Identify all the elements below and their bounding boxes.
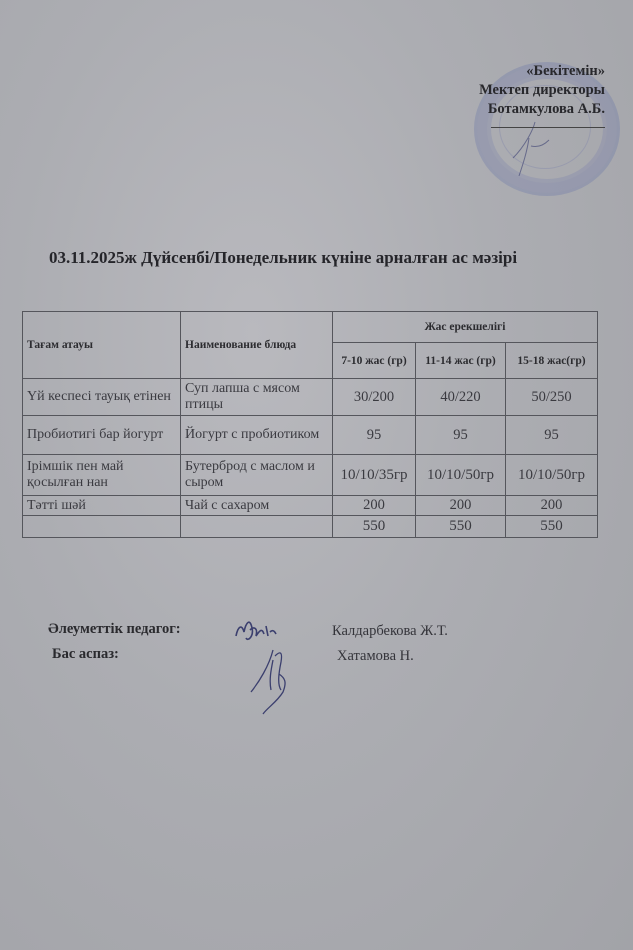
signature-name-head-cook	[337, 648, 414, 665]
header-age-11-14: 11-14 жас (гр)	[416, 343, 506, 379]
dish-kz: Үй кеспесі тауық етінен	[23, 379, 181, 416]
portion-11-14: 200	[416, 496, 506, 516]
menu-table	[22, 311, 598, 538]
portion-15-18: 10/10/50гр	[506, 455, 598, 496]
dish-kz: Пробиотигі бар йогурт	[23, 416, 181, 455]
header-age-15-18: 15-18 жас(гр)	[506, 343, 598, 379]
approval-name: Ботамкулова А.Б.	[487, 101, 605, 117]
signature-role: Бас аспаз:	[52, 646, 119, 662]
portion-11-14: 10/10/50гр	[416, 455, 506, 496]
approval-heading: «Бекітемін»	[526, 63, 605, 79]
signature-role: Әлеуметтік педагог:	[48, 621, 181, 637]
total-15-18: 550	[506, 516, 598, 538]
totals-empty-ru	[181, 516, 333, 538]
header-age-group: Жас ерекшелігі	[333, 312, 598, 343]
portion-15-18: 95	[506, 416, 598, 455]
signature-name: Калдарбекова Ж.Т.	[332, 623, 448, 639]
portion-7-10: 95	[333, 416, 416, 455]
portion-15-18: 50/250	[506, 379, 598, 416]
signature-line	[491, 127, 605, 128]
approval-block	[479, 62, 605, 128]
dish-kz: Тәтті шәй	[23, 496, 181, 516]
header-row	[23, 312, 598, 343]
total-7-10: 550	[333, 516, 416, 538]
portion-7-10: 30/200	[333, 379, 416, 416]
dish-kz: Ірімшік пен май қосылған нан	[23, 455, 181, 496]
header-age-7-10: 7-10 жас (гр)	[333, 343, 416, 379]
page-title: 03.11.2025ж Дүйсенбі/Понедельник күніне арналған ас мәзірі	[49, 248, 518, 267]
totals-empty-kz	[23, 516, 181, 538]
header-ru-name: Наименование блюда	[181, 312, 333, 379]
portion-11-14: 40/220	[416, 379, 506, 416]
dish-ru: Суп лапша с мясом птицы	[181, 379, 333, 416]
portion-7-10: 10/10/35гр	[333, 455, 416, 496]
approval-position: Мектеп директоры	[479, 82, 605, 98]
header-kz-name: Тағам атауы	[23, 312, 181, 379]
table-row	[23, 416, 598, 455]
portion-15-18: 200	[506, 496, 598, 516]
handwritten-signature-icon	[245, 646, 295, 716]
portion-7-10: 200	[333, 496, 416, 516]
signature-name-social-pedagogue	[332, 623, 448, 640]
dish-ru: Йогурт с пробиотиком	[181, 416, 333, 455]
table-row	[23, 496, 598, 516]
dish-ru: Бутерброд с маслом и сыром	[181, 455, 333, 496]
portion-11-14: 95	[416, 416, 506, 455]
signature-social-pedagogue	[48, 621, 181, 638]
signature-name: Хатамова Н.	[337, 648, 414, 664]
handwritten-signature-icon	[232, 614, 282, 648]
total-11-14: 550	[416, 516, 506, 538]
table-row	[23, 379, 598, 416]
table-row	[23, 455, 598, 496]
dish-ru: Чай с сахаром	[181, 496, 333, 516]
signature-head-cook	[52, 646, 119, 663]
totals-row	[23, 516, 598, 538]
